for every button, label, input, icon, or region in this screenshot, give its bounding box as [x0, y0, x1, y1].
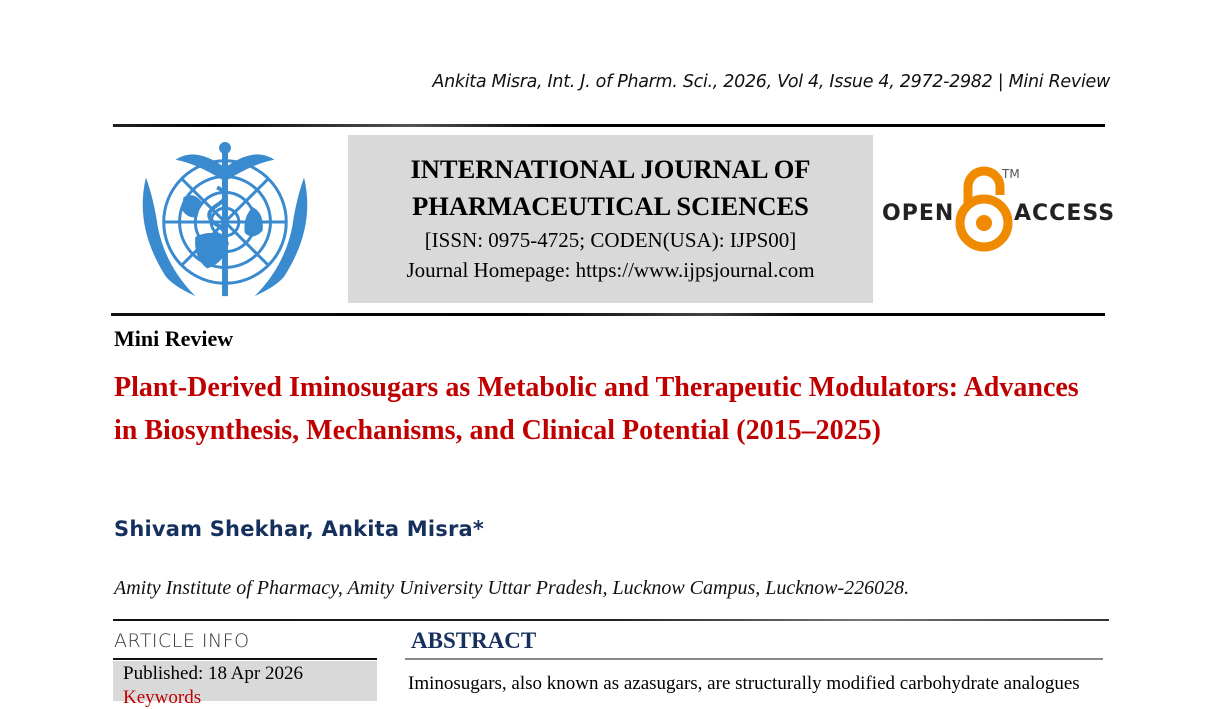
homepage-link[interactable]: Journal Homepage: https://www.ijpsjournal.com: [406, 258, 815, 282]
masthead-rule: [111, 313, 1105, 316]
section-rule: [113, 619, 1109, 621]
published-date: Published: 18 Apr 2026: [123, 663, 303, 684]
article-info-box: [113, 661, 377, 708]
trademark-mark: TM: [1002, 167, 1020, 181]
open-access-right: ACCESS: [1014, 201, 1116, 226]
author-list: Shivam Shekhar, Ankita Misra*: [114, 517, 485, 541]
article-type: Mini Review: [114, 326, 234, 351]
article-title: Plant-Derived Iminosugars as Metabolic and Therapeutic Modulators: Advances in Biosynthesis, Mechanisms, and Clinical Potential (2015–2025): [114, 372, 1079, 446]
article-info-rule: [113, 658, 377, 660]
journal-name-line2: PHARMACEUTICAL SCIENCES: [412, 191, 809, 221]
affiliation: Amity Institute of Pharmacy, Amity University Uttar Pradesh, Lucknow Campus, Lucknow-226028.: [114, 577, 910, 599]
open-access-logo: [880, 165, 1116, 255]
abstract-heading: ABSTRACT: [411, 628, 537, 653]
journal-masthead: [348, 135, 873, 303]
journal-emblem-icon: [126, 138, 324, 306]
running-head: Ankita Misra, Int. J. of Pharm. Sci., 2026, Vol 4, Issue 4, 2972-2982 | Mini Review: [432, 72, 1110, 92]
journal-name-line1: INTERNATIONAL JOURNAL OF: [410, 154, 811, 184]
keywords-label: Keywords: [123, 687, 202, 708]
open-access-left: OPEN: [882, 201, 955, 226]
issn-line: [ISSN: 0975-4725; CODEN(USA): IJPS00]: [424, 228, 797, 252]
header-rule: [113, 124, 1105, 127]
abstract-text: Iminosugars, also known as azasugars, are structurally modified carbohydrate analogues: [408, 673, 1080, 694]
article-info-heading: ARTICLE INFO: [114, 630, 250, 652]
abstract-rule: [405, 658, 1103, 660]
